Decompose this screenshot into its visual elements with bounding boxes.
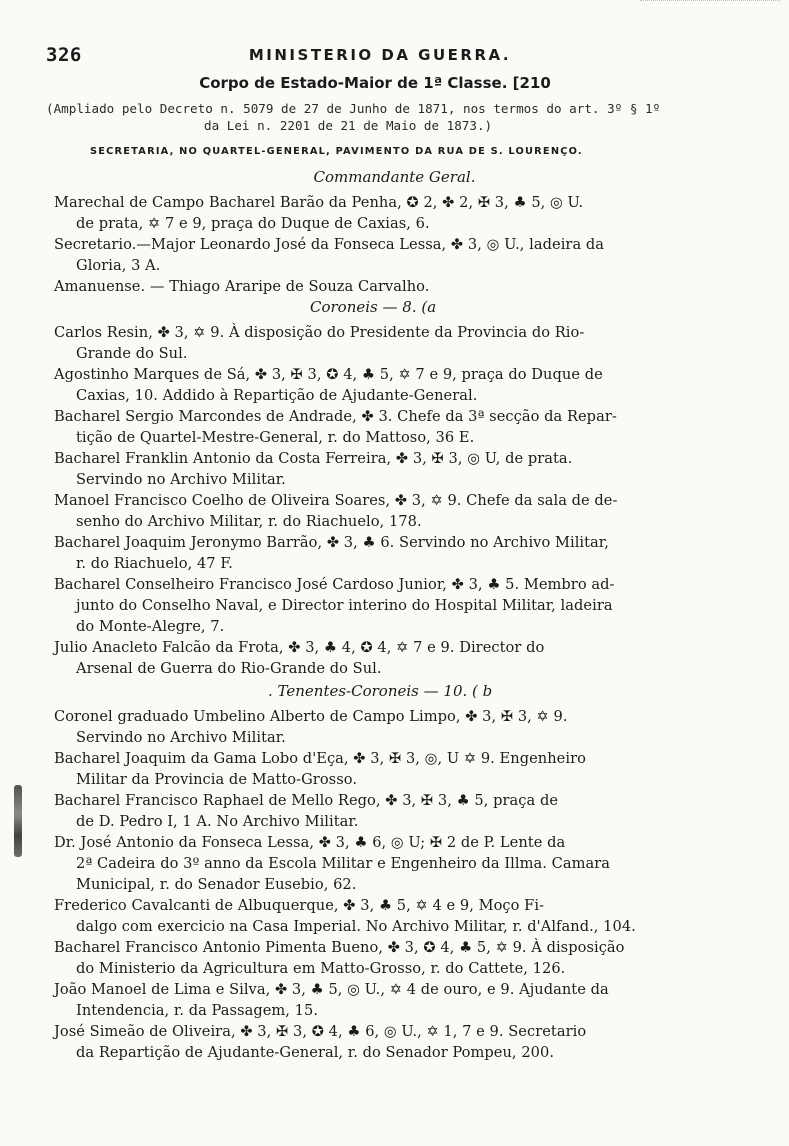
- entry-line: tição de Quartel-Mestre-General, r. do Mattoso, 36 E.: [76, 429, 475, 446]
- entry-secretario: [54, 234, 704, 276]
- entry-agostinho-marques: [54, 364, 704, 406]
- entry-amanuense: [54, 276, 704, 297]
- entry-line: Arsenal de Guerra do Rio-Grande do Sul.: [76, 660, 382, 677]
- entry-franklin-antonio: [54, 448, 704, 490]
- entry-umbelino-alberto: [54, 706, 704, 748]
- corps-title: Corpo de Estado-Maior de 1ª Classe. [210: [199, 74, 551, 92]
- entry-cardoso-junior: [54, 574, 704, 637]
- entry-marechal: [54, 192, 704, 234]
- entry-line: do Monte-Alegre, 7.: [76, 618, 225, 635]
- entry-line: Bacharel Joaquim Jeronymo Barrão, ✤ 3, ♣ 6. Servindo no Archivo Militar,: [54, 534, 609, 551]
- section-heading-commandante: Commandante Geral.: [313, 168, 476, 186]
- entry-line: Julio Anacleto Falcão da Frota, ✤ 3, ♣ 4, ✪ 4, ✡ 7 e 9. Director do: [54, 639, 545, 656]
- entry-frederico-cavalcanti: [54, 895, 704, 937]
- entry-line: Intendencia, r. da Passagem, 15.: [76, 1002, 319, 1019]
- entry-manoel-francisco: [54, 490, 704, 532]
- section-heading-tenentes-coroneis: . Tenentes-Coroneis — 10. ( b: [268, 682, 493, 700]
- entry-line: 2ª Cadeira do 3º anno da Escola Militar e Engenheiro da Illma. Camara: [76, 855, 611, 872]
- entry-line: José Simeão de Oliveira, ✤ 3, ✠ 3, ✪ 4, ♣ 6, ◎ U., ✡ 1, 7 e 9. Secretario: [54, 1023, 587, 1040]
- entry-julio-anacleto: [54, 637, 704, 679]
- entry-line: Gloria, 3 A.: [76, 257, 161, 274]
- entry-line: Caxias, 10. Addido à Repartição de Ajudante-General.: [76, 387, 478, 404]
- entry-carlos-resin: [54, 322, 704, 364]
- decree-note-line-2: da Lei n. 2201 de 21 de Maio de 1873.): [204, 118, 493, 133]
- section-heading-coroneis: Coroneis — 8. (a: [310, 298, 437, 316]
- page-number: 326: [46, 44, 82, 66]
- secretaria-address: SECRETARIA, NO QUARTEL-GENERAL, PAVIMENTO DA RUA DE S. LOURENÇO.: [90, 146, 583, 157]
- running-title: MINISTERIO DA GUERRA.: [248, 46, 512, 64]
- entry-line: Dr. José Antonio da Fonseca Lessa, ✤ 3, ♣ 6, ◎ U; ✠ 2 de P. Lente da: [54, 834, 566, 851]
- entry-line: do Ministerio da Agricultura em Matto-Grosso, r. do Cattete, 126.: [76, 960, 566, 977]
- entry-line: Bacharel Conselheiro Francisco José Cardoso Junior, ✤ 3, ♣ 5. Membro ad-: [54, 576, 615, 593]
- decree-note: [46, 100, 686, 134]
- entry-line: Secretario.—Major Leonardo José da Fonseca Lessa, ✤ 3, ◎ U., ladeira da: [54, 236, 605, 253]
- entry-raphael-mello: [54, 790, 704, 832]
- entry-line: Carlos Resin, ✤ 3, ✡ 9. À disposição do Presidente da Provincia do Rio-: [54, 324, 585, 341]
- entry-line: Servindo no Archivo Militar.: [76, 471, 286, 488]
- entry-line: Bacharel Franklin Antonio da Costa Ferreira, ✤ 3, ✠ 3, ◎ U, de prata.: [54, 450, 573, 467]
- entry-pimenta-bueno: [54, 937, 704, 979]
- entry-line: João Manoel de Lima e Silva, ✤ 3, ♣ 5, ◎ U., ✡ 4 de ouro, e 9. Ajudante da: [54, 981, 609, 998]
- entry-line: senho do Archivo Militar, r. do Riachuelo, 178.: [76, 513, 422, 530]
- decree-note-line-1: (Ampliado pelo Decreto n. 5079 de 27 de Junho de 1871, nos termos do art. 3º § 1º: [46, 101, 661, 116]
- entry-line: r. do Riachuelo, 47 F.: [76, 555, 233, 572]
- entry-line: da Repartição de Ajudante-General, r. do Senador Pompeu, 200.: [76, 1044, 555, 1061]
- entry-line: Bacharel Francisco Raphael de Mello Rego, ✤ 3, ✠ 3, ♣ 5, praça de: [54, 792, 559, 809]
- scan-dotted-artifact: [640, 0, 780, 5]
- entry-line: Manoel Francisco Coelho de Oliveira Soares, ✤ 3, ✡ 9. Chefe da sala de de-: [54, 492, 618, 509]
- entry-line: Agostinho Marques de Sá, ✤ 3, ✠ 3, ✪ 4, ♣ 5, ✡ 7 e 9, praça do Duque de: [54, 366, 603, 383]
- entry-line: Bacharel Sergio Marcondes de Andrade, ✤ 3. Chefe da 3ª secção da Repar-: [54, 408, 617, 425]
- entry-line: dalgo com exercicio na Casa Imperial. No Archivo Militar, r. d'Alfand., 104.: [76, 918, 636, 935]
- entry-line: Municipal, r. do Senador Eusebio, 62.: [76, 876, 357, 893]
- entry-line: Bacharel Francisco Antonio Pimenta Bueno, ✤ 3, ✪ 4, ♣ 5, ✡ 9. À disposição: [54, 939, 625, 956]
- entry-simeao-oliveira: [54, 1021, 704, 1063]
- entry-line: Grande do Sul.: [76, 345, 188, 362]
- entry-sergio-marcondes: [54, 406, 704, 448]
- entry-lima-e-silva: [54, 979, 704, 1021]
- entry-fonseca-lessa: [54, 832, 704, 895]
- entry-line: de prata, ✡ 7 e 9, praça do Duque de Caxias, 6.: [76, 215, 430, 232]
- entry-joaquim-jeronymo: [54, 532, 704, 574]
- binding-edge-mark: [14, 785, 22, 857]
- entry-line: Marechal de Campo Bacharel Barão da Penha, ✪ 2, ✤ 2, ✠ 3, ♣ 5, ◎ U.: [54, 194, 584, 211]
- entry-line: de D. Pedro I, 1 A. No Archivo Militar.: [76, 813, 359, 830]
- entry-gama-lobo: [54, 748, 704, 790]
- entry-line: Bacharel Joaquim da Gama Lobo d'Eça, ✤ 3, ✠ 3, ◎, U ✡ 9. Engenheiro: [54, 750, 586, 767]
- entry-line: Amanuense. — Thiago Araripe de Souza Carvalho.: [54, 278, 430, 295]
- entry-line: Servindo no Archivo Militar.: [76, 729, 286, 746]
- entry-line: Frederico Cavalcanti de Albuquerque, ✤ 3, ♣ 5, ✡ 4 e 9, Moço Fi-: [54, 897, 545, 914]
- entry-line: junto do Conselho Naval, e Director interino do Hospital Militar, ladeira: [76, 597, 613, 614]
- entry-line: Coronel graduado Umbelino Alberto de Campo Limpo, ✤ 3, ✠ 3, ✡ 9.: [54, 708, 568, 725]
- entry-line: Militar da Provincia de Matto-Grosso.: [76, 771, 358, 788]
